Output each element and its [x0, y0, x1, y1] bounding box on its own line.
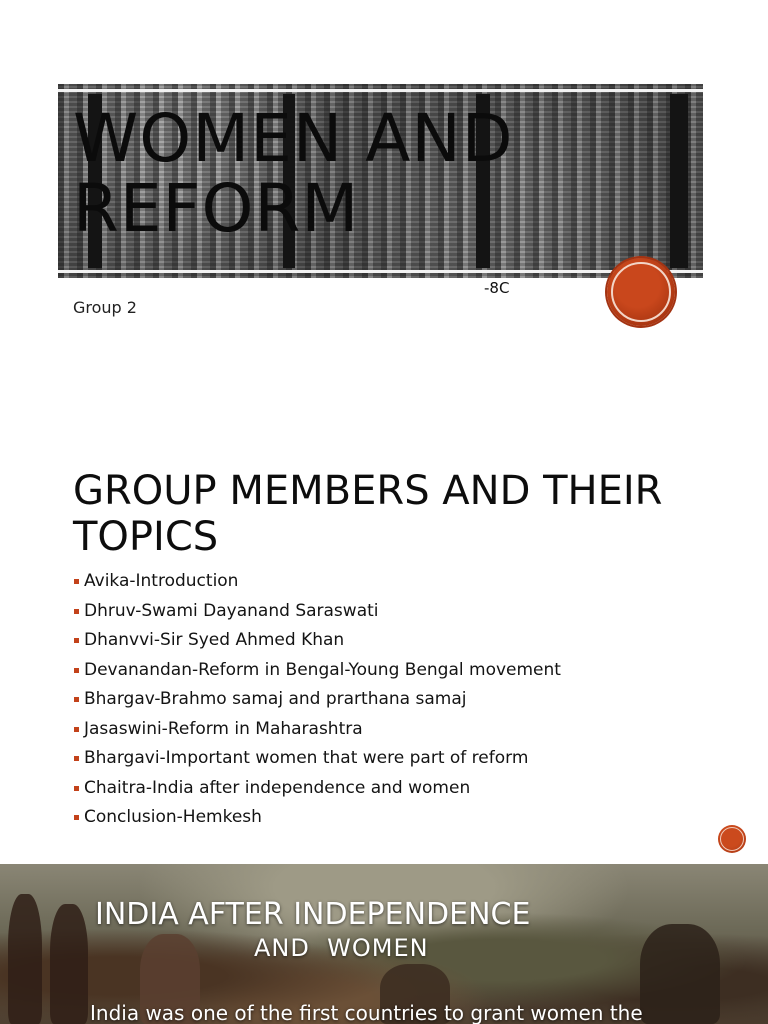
list-item: Avika-Introduction: [73, 567, 561, 597]
list-item: Devanandan-Reform in Bengal-Young Bengal movement: [73, 656, 561, 686]
decorative-orb-icon: [718, 825, 746, 853]
list-item: Dhruv-Swami Dayanand Saraswati: [73, 597, 561, 627]
slide-title: WOMEN AND REFORM: [73, 100, 514, 247]
group-label: Group 2: [73, 298, 137, 317]
list-item: Bhargavi-Important women that were part of reform: [73, 744, 561, 774]
decorative-orb-icon: [607, 258, 675, 326]
topic-list: [73, 567, 561, 833]
title-slide: [0, 0, 768, 432]
list-item: Conclusion-Hemkesh: [73, 803, 561, 833]
slide-title: INDIA AFTER INDEPENDENCE: [95, 897, 531, 932]
independence-slide: [0, 864, 768, 1024]
slide-body-text: India was one of the first countries to grant women the: [90, 1001, 643, 1024]
painting-figure: [50, 904, 88, 1024]
list-item: Jasaswini-Reform in Maharashtra: [73, 715, 561, 745]
painting-figure: [8, 894, 42, 1024]
band-divider-bottom: [58, 270, 703, 273]
class-label: -8C: [484, 279, 510, 297]
slide-subtitle: AND WOMEN: [254, 934, 429, 962]
band-divider-top: [58, 89, 703, 92]
list-item: Bhargav-Brahmo samaj and prarthana samaj: [73, 685, 561, 715]
list-item: Chaitra-India after independence and women: [73, 774, 561, 804]
members-slide: [0, 432, 768, 864]
list-item: Dhanvvi-Sir Syed Ahmed Khan: [73, 626, 561, 656]
slide-title: GROUP MEMBERS AND THEIR TOPICS: [73, 468, 663, 560]
